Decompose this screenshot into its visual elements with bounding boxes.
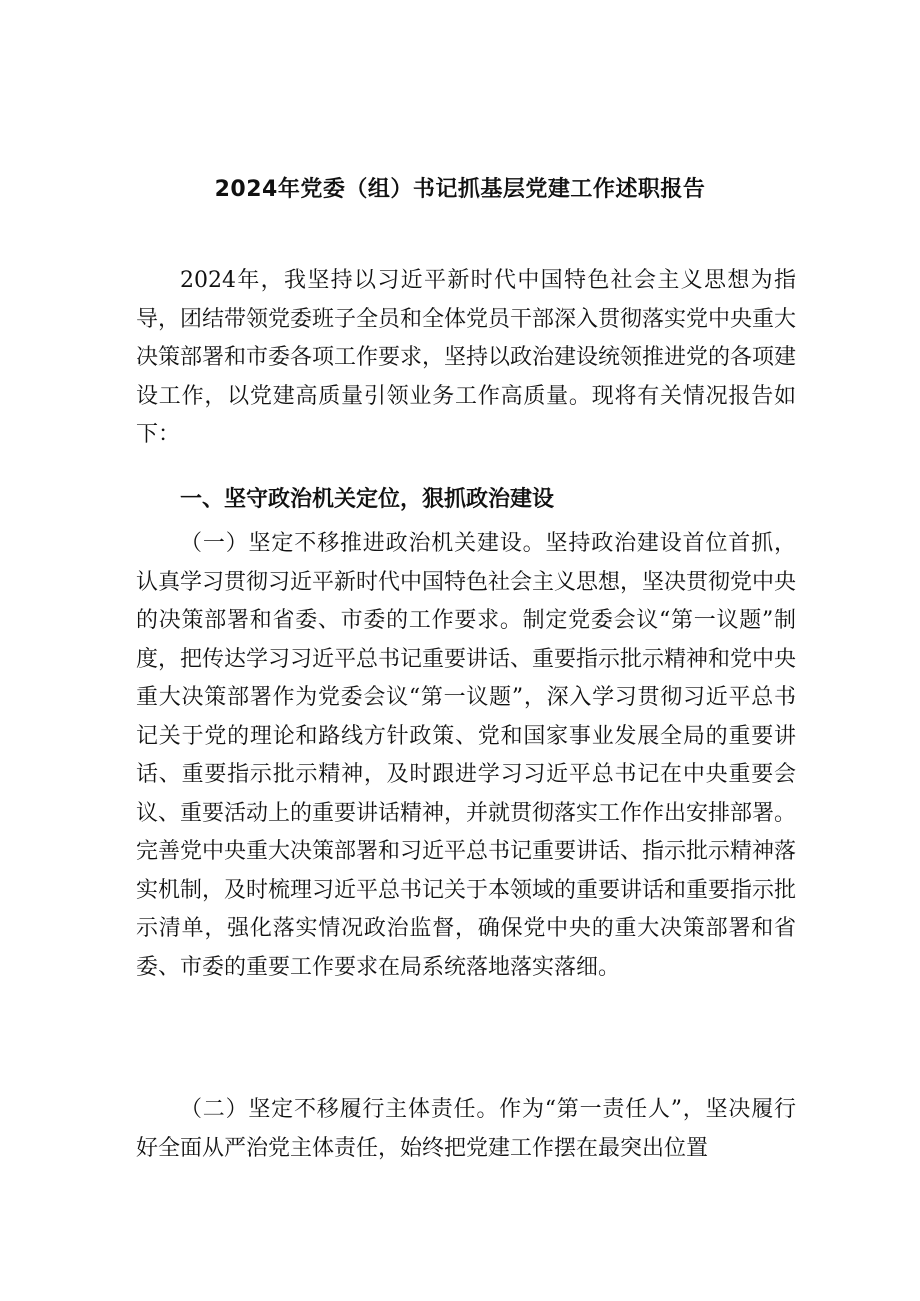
intro-paragraph: 2024年，我坚持以习近平新时代中国特色社会主义思想为指导，团结带领党委班子全员和全体党员干部深入贯彻落实党中央重大决策部署和市委各项工作要求，坚持以政治建设统领推进党的各项建设工作，以党建高质量引领业务工作高质量。现将有关情况报告如下：: [136, 268, 797, 447]
item-2-lead: （二）坚定不移履行主体责任。: [180, 1097, 500, 1122]
paragraph-item-1: [136, 525, 796, 987]
document-title: 2024年党委（组）书记抓基层党建工作述职报告: [214, 177, 706, 202]
item-1-lead: （一）坚定不移推进政治机关建设。: [180, 531, 546, 556]
item-2-text: 作为“第一责任人”，坚决履行好全面从严治党主体责任，始终把党建工作摆在最突出位置: [136, 1097, 796, 1161]
section-heading-1: 一、坚守政治机关定位，狠抓政治建设: [180, 487, 555, 512]
item-1-text: 坚持政治建设首位首抓，认真学习贯彻习近平新时代中国特色社会主义思想，坚决贯彻党中央的决策部署和省委、市委的工作要求。制定党委会议“第一议题”制度，把传达学习习近平总书记重要讲话、重要指示批示精神和党中央重大决策部署作为党委会议“第一议题”，深入学习贯彻习近平总书记关于党的理论和路线方针政策、党和国家事业发展全局的重要讲话、重要指示批示精神，及时跟进学习习近平总书记在中央重要会议、重要活动上的重要讲话精神，并就贯彻落实工作作出安排部署。完善党中央重大决策部署和习近平总书记重要讲话、指示批示精神落实机制，及时梳理习近平总书记关于本领域的重要讲话和重要指示批示清单，强化落实情况政治监督，确保党中央的重大决策部署和省委、市委的重要工作要求在局系统落地落实落细。: [136, 531, 797, 980]
paragraph-item-2: [136, 1091, 796, 1168]
